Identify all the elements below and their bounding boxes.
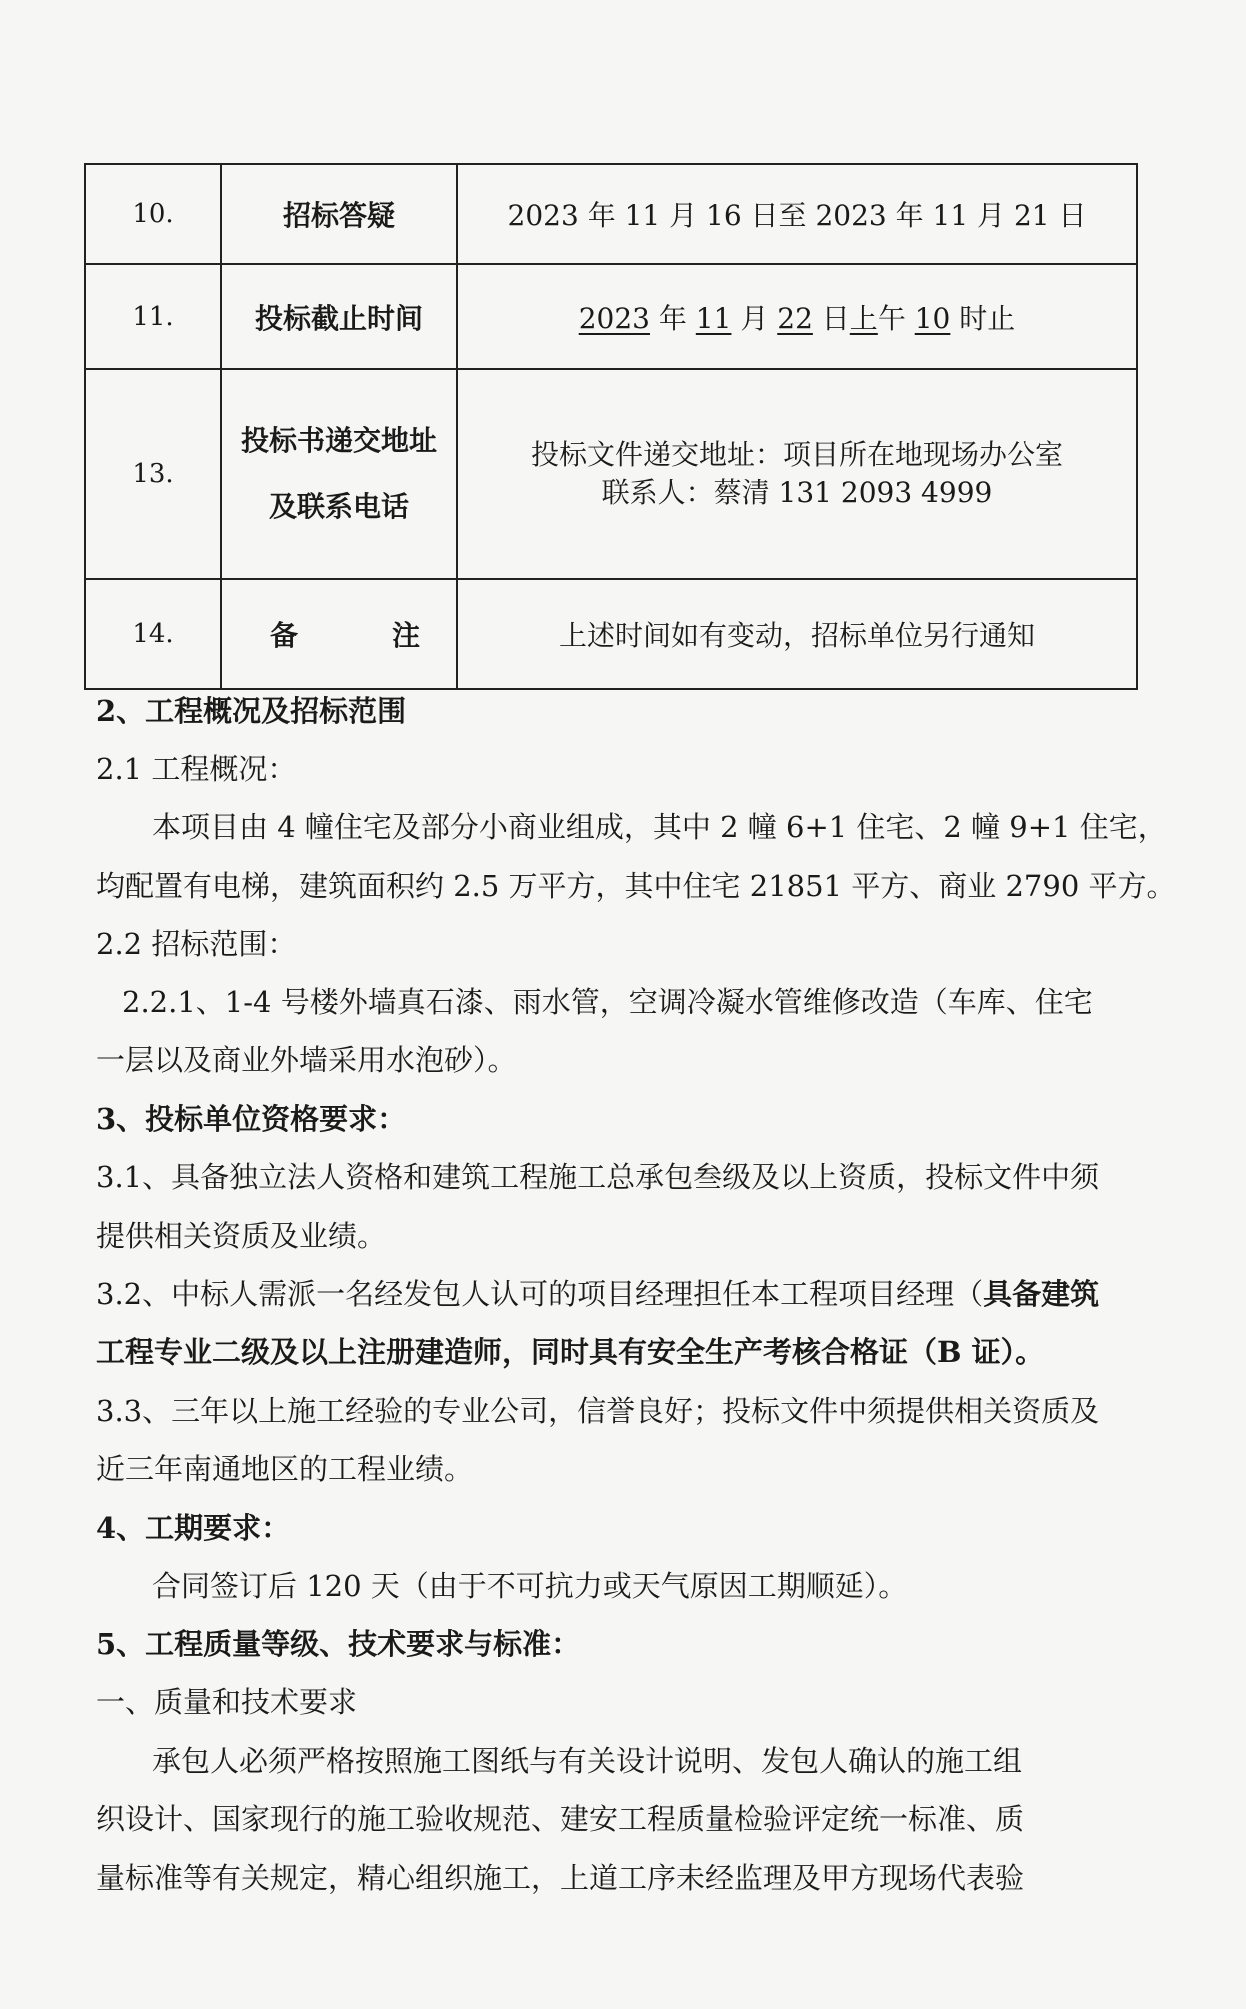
paragraph-line: 一层以及商业外墙采用水泡砂）。 <box>96 1043 517 1077</box>
paragraph-line: 承包人必须严格按照施工图纸与有关设计说明、发包人确认的施工组 <box>152 1744 1023 1778</box>
paragraph-line: 3.3、三年以上施工经验的专业公司，信誉良好；投标文件中须提供相关资质及 <box>96 1394 1100 1428</box>
row-number: 13. <box>85 369 221 579</box>
row-content: 上述时间如有变动，招标单位另行通知 <box>457 579 1137 689</box>
row-number: 14. <box>85 579 221 689</box>
row-item <box>221 369 457 579</box>
row-item-line: 投标书递交地址 <box>240 424 437 457</box>
schedule-table <box>84 163 1138 690</box>
subsection-heading: 2.1 工程概况： <box>96 752 297 786</box>
paragraph-line: 2.2.1、1-4 号楼外墙真石漆、雨水管，空调冷凝水管维修改造（车库、住宅 <box>122 985 1093 1019</box>
row-number: 10. <box>85 164 221 264</box>
row-content <box>457 264 1137 369</box>
row-item <box>221 579 457 689</box>
deadline-ampm-suffix: 午 <box>877 301 915 335</box>
table-row <box>85 369 1137 579</box>
row-item-char: 注 <box>391 619 420 652</box>
subsection-heading: 2.2 招标范围： <box>96 927 297 961</box>
deadline-year-suffix: 年 <box>649 301 696 335</box>
section-heading: 2、工程概况及招标范围 <box>96 694 407 728</box>
paragraph-segment-bold: 具备建筑 <box>983 1277 1100 1311</box>
row-content-line: 投标文件递交地址：项目所在地现场办公室 <box>530 438 1063 471</box>
row-item-line: 及联系电话 <box>268 490 409 523</box>
row-content <box>457 369 1137 579</box>
deadline-day: 22 <box>777 301 813 335</box>
paragraph-line: 近三年南通地区的工程业绩。 <box>96 1452 474 1486</box>
paragraph-line: 工程专业二级及以上注册建造师，同时具有安全生产考核合格证（B 证）。 <box>96 1335 1045 1369</box>
paragraph-line: 均配置有电梯，建筑面积约 2.5 万平方，其中住宅 21851 平方、商业 2790 平方。 <box>96 869 1176 903</box>
paragraph-line: 3.1、具备独立法人资格和建筑工程施工总承包叁级及以上资质，投标文件中须 <box>96 1160 1100 1194</box>
section-heading: 3、投标单位资格要求： <box>96 1102 407 1136</box>
table-row <box>85 164 1137 264</box>
row-content: 2023 年 11 月 16 日至 2023 年 11 月 21 日 <box>457 164 1137 264</box>
paragraph-line: 本项目由 4 幢住宅及部分小商业组成，其中 2 幢 6+1 住宅、2 幢 9+1 住宅， <box>152 810 1167 844</box>
row-item: 投标截止时间 <box>221 264 457 369</box>
paragraph-line: 量标准等有关规定，精心组织施工，上道工序未经监理及甲方现场代表验 <box>96 1861 1025 1895</box>
deadline-year: 2023 <box>578 301 650 335</box>
table-row <box>85 264 1137 369</box>
paragraph-line: 合同签订后 120 天（由于不可抗力或天气原因工期顺延）。 <box>152 1569 908 1603</box>
deadline-month: 11 <box>695 301 732 335</box>
row-item-char: 备 <box>270 619 299 652</box>
deadline-day-suffix: 日 <box>812 301 850 335</box>
deadline-ampm: 上 <box>849 301 878 335</box>
paragraph-line: 提供相关资质及业绩。 <box>96 1219 387 1253</box>
deadline-hour: 10 <box>914 301 951 335</box>
subsection-heading: 一、质量和技术要求 <box>96 1685 358 1719</box>
deadline-month-suffix: 月 <box>731 301 778 335</box>
section-heading: 5、工程质量等级、技术要求与标准： <box>96 1627 581 1661</box>
section-heading: 4、工期要求： <box>96 1511 291 1545</box>
row-content-line: 联系人：蔡清 131 2093 4999 <box>601 476 993 509</box>
table-row <box>85 579 1137 689</box>
row-number: 11. <box>85 264 221 369</box>
paragraph-line <box>96 1277 1100 1311</box>
deadline-hour-suffix: 时止 <box>950 301 1016 335</box>
row-item: 招标答疑 <box>221 164 457 264</box>
paragraph-segment: 3.2、中标人需派一名经发包人认可的项目经理担任本工程项目经理（ <box>96 1277 984 1311</box>
paragraph-line: 织设计、国家现行的施工验收规范、建安工程质量检验评定统一标准、质 <box>96 1802 1025 1836</box>
